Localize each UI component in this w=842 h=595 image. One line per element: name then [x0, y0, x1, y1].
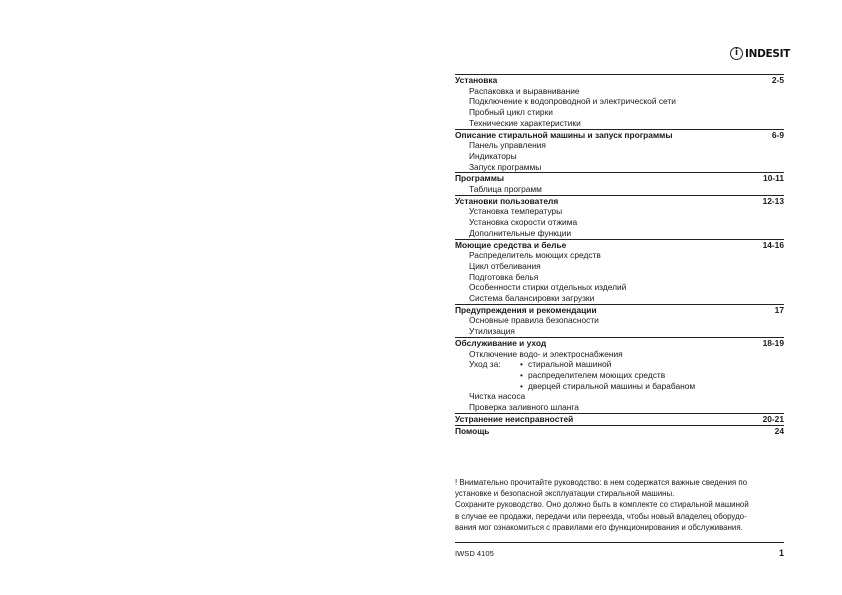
toc-care-item-label: распределителем моющих средств	[528, 369, 666, 380]
toc-care-bullets	[520, 359, 695, 391]
toc-section	[455, 413, 784, 425]
toc-item[interactable]: Проверка заливного шланга	[469, 402, 579, 413]
toc-section-title: Устранение неисправностей	[455, 413, 574, 424]
brand-mark-icon: i	[730, 47, 743, 60]
toc-section-title: Моющие средства и белье	[455, 239, 567, 250]
toc-section-title: Помощь	[455, 425, 490, 436]
toc-section-heading[interactable]	[455, 75, 784, 86]
toc-item[interactable]: Запуск программы	[469, 161, 542, 172]
toc-section	[455, 129, 784, 173]
toc-section-heading[interactable]	[455, 426, 784, 437]
toc-section-pages: 20-21	[762, 413, 784, 424]
notice-line: установке и безопасной эксплуатации стиральной машины.	[455, 489, 675, 499]
toc-item[interactable]: Подготовка белья	[469, 271, 539, 282]
toc-section-title: Предупреждения и рекомендации	[455, 304, 597, 315]
page-footer	[455, 542, 784, 558]
toc-item[interactable]: Индикаторы	[469, 150, 517, 161]
toc-section-heading[interactable]	[455, 196, 784, 207]
bullet-icon: •	[520, 369, 523, 380]
toc-care-item-label: стиральной машиной	[528, 359, 612, 370]
page-number: 1	[778, 548, 784, 558]
safety-notice	[455, 477, 787, 533]
toc-section-title: Обслуживание и уход	[455, 337, 547, 348]
toc-item[interactable]: Цикл отбеливания	[469, 260, 541, 271]
toc-item[interactable]: Отключение водо- и электроснабжения	[469, 348, 623, 359]
notice-line: ! Внимательно прочитайте руководство: в нем содержатся важные сведения по	[455, 478, 748, 487]
toc-item[interactable]: Подключение к водопроводной и электрической сети	[469, 96, 676, 107]
toc-care-label: Уход за:	[469, 359, 501, 370]
toc-item[interactable]: Распределитель моющих средств	[469, 250, 601, 261]
toc-section	[455, 337, 784, 413]
toc-section	[455, 172, 784, 194]
toc-item[interactable]: Дополнительные функции	[469, 227, 572, 238]
toc-care-item[interactable]	[520, 370, 695, 381]
toc-section	[455, 304, 784, 337]
toc-section-pages: 17	[774, 304, 784, 315]
toc-section-heading[interactable]	[455, 305, 784, 316]
model-number: IWSD 4105	[455, 549, 494, 558]
toc-care-item[interactable]	[520, 381, 695, 392]
brand-logo	[730, 47, 790, 60]
toc-care-item-label: дверцей стиральной машины и барабаном	[528, 380, 696, 391]
toc-section-heading[interactable]	[455, 173, 784, 184]
toc-item[interactable]: Технические характеристики	[469, 117, 581, 128]
toc-section-title: Программы	[455, 173, 505, 184]
toc-section-pages: 24	[774, 425, 784, 436]
toc-item[interactable]: Особенности стирки отдельных изделий	[469, 282, 627, 293]
toc-section-title: Описание стиральной машины и запуск программы	[455, 129, 673, 140]
toc-care-group	[455, 359, 784, 391]
toc-section	[455, 74, 784, 129]
toc-item[interactable]: Установка температуры	[469, 206, 563, 217]
toc-item[interactable]: Таблица программ	[469, 184, 542, 195]
brand-name: INDESIT	[745, 47, 791, 60]
toc-section-heading[interactable]	[455, 130, 784, 141]
toc-item[interactable]: Панель управления	[469, 140, 546, 151]
toc-section-pages: 12-13	[762, 195, 784, 206]
table-of-contents	[455, 74, 784, 436]
toc-section-title: Установка	[455, 75, 498, 85]
toc-section-heading[interactable]	[455, 414, 784, 425]
notice-line: в случае ее продажи, передачи или переезда, чтобы новый владелец оборудо-	[455, 511, 747, 521]
toc-section-pages: 14-16	[762, 239, 784, 250]
toc-item[interactable]: Установка скорости отжима	[469, 217, 578, 228]
notice-line: вания мог ознакомиться с правилами его функционирования и обслуживания.	[455, 522, 743, 532]
toc-item[interactable]: Распаковка и выравнивание	[469, 85, 580, 96]
toc-item[interactable]: Чистка насоса	[469, 391, 526, 402]
toc-item[interactable]: Пробный цикл стирки	[469, 107, 553, 118]
toc-item[interactable]: Система балансировки загрузки	[469, 293, 595, 304]
toc-section-pages: 18-19	[762, 337, 784, 348]
notice-line: Сохраните руководство. Оно должно быть в комплекте со стиральной машиной	[455, 500, 749, 510]
toc-section-pages: 10-11	[763, 173, 784, 184]
bullet-icon: •	[520, 380, 523, 391]
toc-section	[455, 239, 784, 304]
toc-section	[455, 195, 784, 239]
toc-item[interactable]: Основные правила безопасности	[469, 315, 599, 326]
toc-section-pages: 2-5	[771, 75, 784, 85]
bullet-icon: •	[520, 359, 523, 370]
toc-item[interactable]: Утилизация	[469, 326, 515, 337]
toc-section	[455, 425, 784, 437]
toc-care-item[interactable]	[520, 359, 695, 370]
toc-section-heading[interactable]	[455, 240, 784, 251]
toc-section-title: Установки пользователя	[455, 195, 559, 206]
toc-section-pages: 6-9	[771, 129, 784, 140]
toc-section-heading[interactable]	[455, 338, 784, 349]
